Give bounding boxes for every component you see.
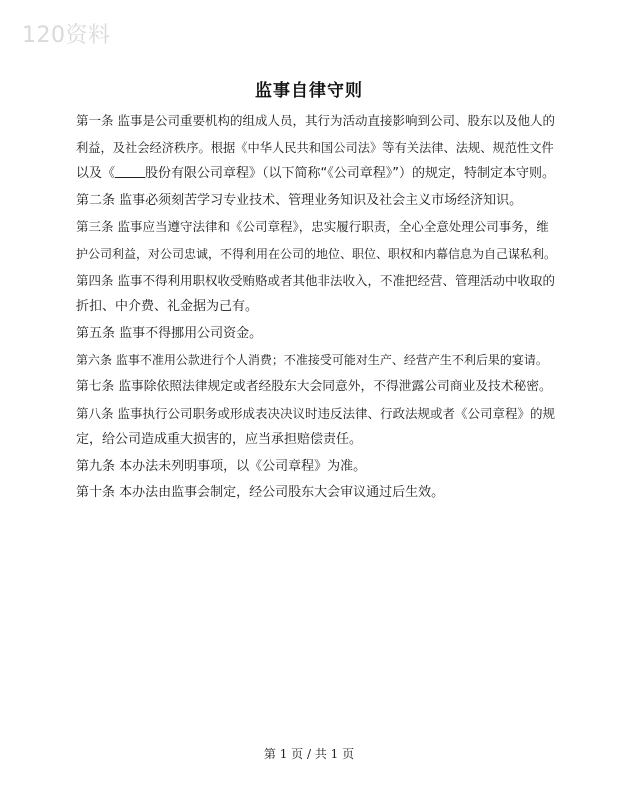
text-line: 第七条 监事除依照法律规定或者经股东大会同意外，不得泄露公司商业及技术秘密。 [76,378,552,394]
text-segment: 股份有限公司章程》（以下简称“《公司章程》”）的规定，特制定本守则。 [145,166,555,182]
text-line: 第二条 监事必须刻苦学习专业技术、管理业务知识及社会主义市场经济知识。 [76,192,523,208]
document-body [76,108,556,507]
text-line: 折扣、中介费、礼金据为己有。 [76,299,259,315]
text-line: 第十条 本办法由监事会制定，经公司股东大会审议通过后生效。 [76,485,445,501]
text-line: 利益，及社会经济秩序。根据《中华人民共和国公司法》等有关法律、法规、规范性文件 [76,140,554,155]
text-line: 第八条 监事执行公司职务或形成表决决议时违反法律、行政法规或者《公司章程》的规 [76,405,555,421]
text-line: 第五条 监事不得挪用公司资金。 [76,325,263,341]
text-line: 第三条 监事应当遵守法律和《公司章程》，忠实履行职责，全心全意处理公司事务，维 [76,219,549,235]
text-line: 护公司利益，对公司忠诚，不得利用在公司的地位、职位、职权和内幕信息为自己谋私利。 [76,246,557,261]
page-footer: 第 1 页 / 共 1 页 [263,747,355,761]
watermark: 120资料 [22,23,111,48]
text-line: 第四条 监事不得利用职权收受贿赂或者其他非法收入，不准把经营、管理活动中收取的 [76,272,555,288]
text-line: 第六条 监事不准用公款进行个人消费；不准接受可能对生产、经营产生不利后果的宴请。 [76,353,548,368]
document-title: 监事自律守则 [255,81,363,101]
text-line: 第一条 监事是公司重要机构的组成人员，其行为活动直接影响到公司、股东以及他人的 [76,113,555,128]
blank-underline [115,165,145,178]
text-line: 定，给公司造成重大损害的，应当承担赔偿责任。 [76,432,363,448]
text-segment: 以及《 [76,166,116,182]
text-line: 第九条 本办法未列明事项，以《公司章程》为准。 [76,458,367,474]
text-line [76,161,556,188]
